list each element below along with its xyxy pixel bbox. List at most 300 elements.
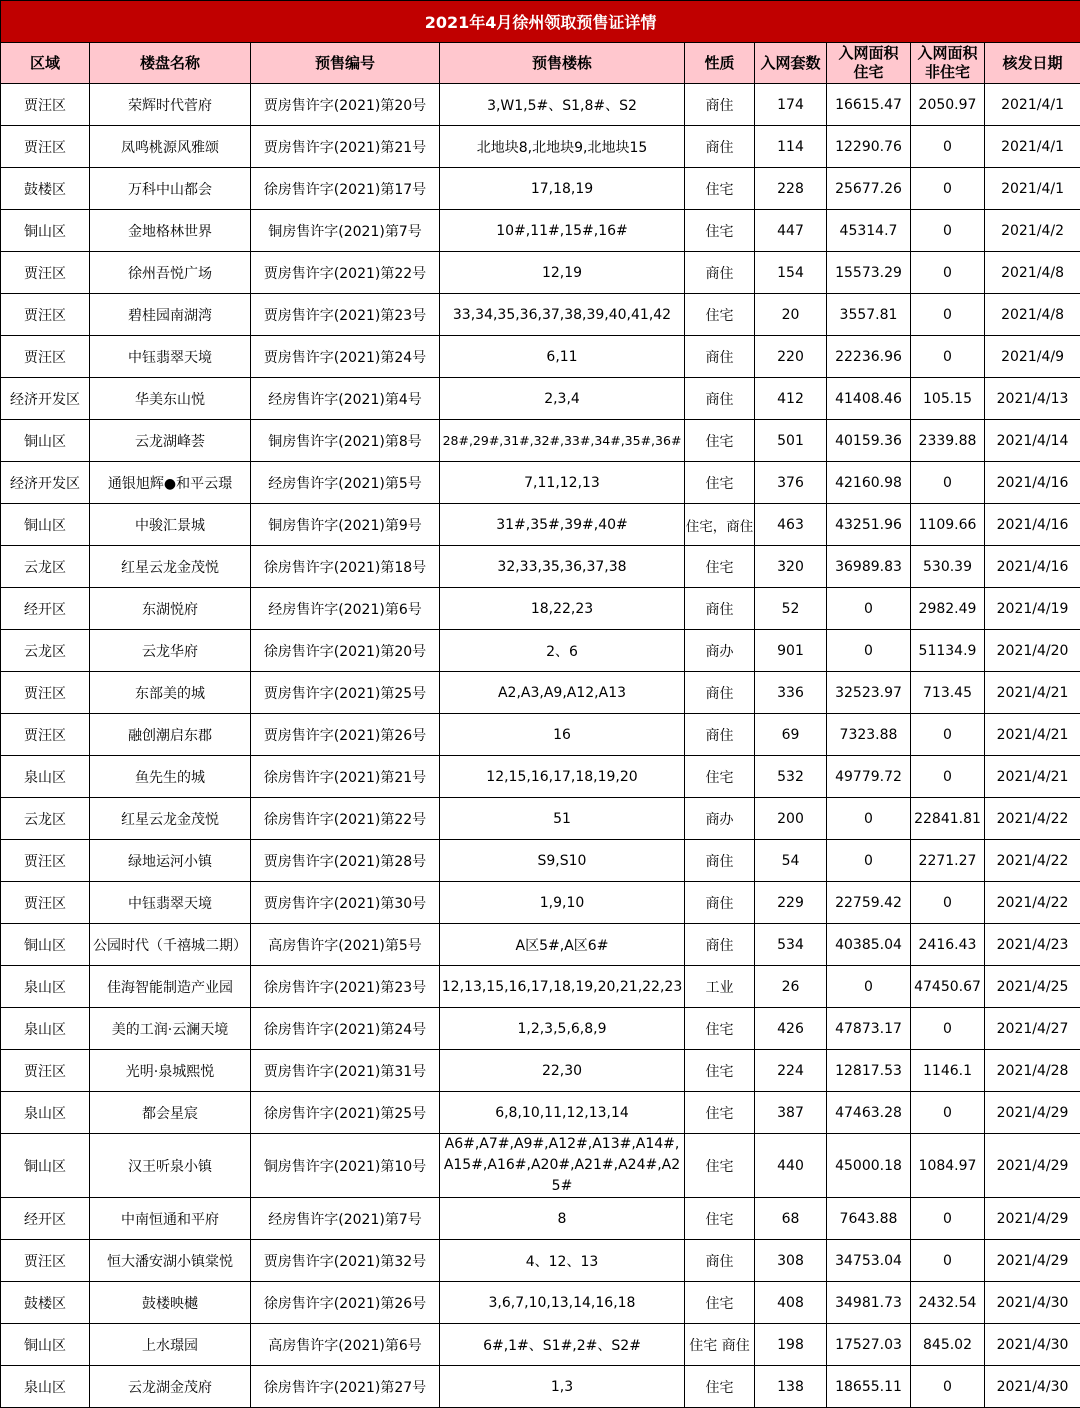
table-row bbox=[1, 168, 1080, 210]
issue-date-cell: 2021/4/22 bbox=[985, 882, 1080, 924]
project-name-cell: 碧桂园南湖湾 bbox=[90, 294, 251, 336]
table-row bbox=[1, 294, 1080, 336]
buildings-cell: A区5#,A区6# bbox=[440, 924, 685, 966]
buildings-cell: 4、12、13 bbox=[440, 1240, 685, 1282]
property-type-cell: 住宅 bbox=[685, 1134, 755, 1198]
header-project: 楼盘名称 bbox=[90, 43, 251, 84]
header-nonres-area-line2: 非住宅 bbox=[925, 63, 970, 81]
buildings-cell: 12,19 bbox=[440, 252, 685, 294]
units-cell: 387 bbox=[755, 1092, 827, 1134]
units-cell: 408 bbox=[755, 1282, 827, 1324]
property-type-cell: 住宅 bbox=[685, 1008, 755, 1050]
residential-area-cell: 25677.26 bbox=[827, 168, 911, 210]
residential-area-cell: 3557.81 bbox=[827, 294, 911, 336]
property-type-cell: 商住 bbox=[685, 588, 755, 630]
nonresidential-area-cell: 51134.9 bbox=[911, 630, 985, 672]
district-cell: 铜山区 bbox=[1, 1324, 90, 1366]
units-cell: 174 bbox=[755, 84, 827, 126]
permit-number-cell: 贾房售许字(2021)第30号 bbox=[251, 882, 440, 924]
table-row bbox=[1, 882, 1080, 924]
district-cell: 贾汪区 bbox=[1, 126, 90, 168]
residential-area-cell: 0 bbox=[827, 588, 911, 630]
project-name-cell: 上水璟园 bbox=[90, 1324, 251, 1366]
units-cell: 534 bbox=[755, 924, 827, 966]
property-type-cell: 住宅 bbox=[685, 420, 755, 462]
project-name-cell: 通银旭辉●和平云璟 bbox=[90, 462, 251, 504]
issue-date-cell: 2021/4/29 bbox=[985, 1198, 1080, 1240]
units-cell: 532 bbox=[755, 756, 827, 798]
property-type-cell: 住宅 bbox=[685, 1198, 755, 1240]
units-cell: 376 bbox=[755, 462, 827, 504]
project-name-cell: 公园时代（千禧城二期） bbox=[90, 924, 251, 966]
property-type-cell: 住宅 bbox=[685, 168, 755, 210]
issue-date-cell: 2021/4/8 bbox=[985, 294, 1080, 336]
property-type-cell: 住宅 bbox=[685, 210, 755, 252]
property-type-cell: 商住 bbox=[685, 882, 755, 924]
project-name-cell: 云龙湖峰荟 bbox=[90, 420, 251, 462]
nonresidential-area-cell: 0 bbox=[911, 462, 985, 504]
header-type: 性质 bbox=[685, 43, 755, 84]
permit-number-cell: 徐房售许字(2021)第23号 bbox=[251, 966, 440, 1008]
units-cell: 26 bbox=[755, 966, 827, 1008]
district-cell: 贾汪区 bbox=[1, 336, 90, 378]
district-cell: 鼓楼区 bbox=[1, 1282, 90, 1324]
issue-date-cell: 2021/4/16 bbox=[985, 546, 1080, 588]
units-cell: 114 bbox=[755, 126, 827, 168]
buildings-cell: S9,S10 bbox=[440, 840, 685, 882]
buildings-cell: 3,W1,5#、S1,8#、S2 bbox=[440, 84, 685, 126]
residential-area-cell: 17527.03 bbox=[827, 1324, 911, 1366]
issue-date-cell: 2021/4/21 bbox=[985, 714, 1080, 756]
issue-date-cell: 2021/4/2 bbox=[985, 210, 1080, 252]
permit-number-cell: 徐房售许字(2021)第18号 bbox=[251, 546, 440, 588]
buildings-cell: 32,33,35,36,37,38 bbox=[440, 546, 685, 588]
table-row bbox=[1, 588, 1080, 630]
property-type-cell: 商办 bbox=[685, 798, 755, 840]
nonresidential-area-cell: 2432.54 bbox=[911, 1282, 985, 1324]
project-name-cell: 徐州吾悦广场 bbox=[90, 252, 251, 294]
units-cell: 200 bbox=[755, 798, 827, 840]
table-row bbox=[1, 1198, 1080, 1240]
property-type-cell: 商住 bbox=[685, 252, 755, 294]
issue-date-cell: 2021/4/22 bbox=[985, 840, 1080, 882]
buildings-cell: 12,15,16,17,18,19,20 bbox=[440, 756, 685, 798]
permit-number-cell: 徐房售许字(2021)第21号 bbox=[251, 756, 440, 798]
district-cell: 云龙区 bbox=[1, 546, 90, 588]
district-cell: 经开区 bbox=[1, 588, 90, 630]
property-type-cell: 商住 bbox=[685, 84, 755, 126]
table-row bbox=[1, 1050, 1080, 1092]
table-row bbox=[1, 1134, 1080, 1198]
issue-date-cell: 2021/4/1 bbox=[985, 168, 1080, 210]
units-cell: 52 bbox=[755, 588, 827, 630]
units-cell: 501 bbox=[755, 420, 827, 462]
nonresidential-area-cell: 1109.66 bbox=[911, 504, 985, 546]
permit-number-cell: 铜房售许字(2021)第10号 bbox=[251, 1134, 440, 1198]
table-row bbox=[1, 798, 1080, 840]
permit-number-cell: 徐房售许字(2021)第26号 bbox=[251, 1282, 440, 1324]
header-nonres-area bbox=[911, 43, 985, 84]
table-row bbox=[1, 1282, 1080, 1324]
units-cell: 224 bbox=[755, 1050, 827, 1092]
residential-area-cell: 7323.88 bbox=[827, 714, 911, 756]
buildings-cell: 17,18,19 bbox=[440, 168, 685, 210]
table-row bbox=[1, 378, 1080, 420]
residential-area-cell: 7643.88 bbox=[827, 1198, 911, 1240]
residential-area-cell: 12817.53 bbox=[827, 1050, 911, 1092]
header-nonres-area-line1: 入网面积 bbox=[917, 44, 977, 62]
project-name-cell: 荣辉时代菅府 bbox=[90, 84, 251, 126]
property-type-cell: 商住 bbox=[685, 672, 755, 714]
district-cell: 贾汪区 bbox=[1, 714, 90, 756]
district-cell: 泉山区 bbox=[1, 1366, 90, 1408]
nonresidential-area-cell: 2416.43 bbox=[911, 924, 985, 966]
project-name-cell: 中南恒通和平府 bbox=[90, 1198, 251, 1240]
project-name-cell: 华美东山悦 bbox=[90, 378, 251, 420]
header-res-area-line2: 住宅 bbox=[853, 63, 883, 81]
nonresidential-area-cell: 0 bbox=[911, 126, 985, 168]
nonresidential-area-cell: 47450.67 bbox=[911, 966, 985, 1008]
residential-area-cell: 34981.73 bbox=[827, 1282, 911, 1324]
residential-area-cell: 0 bbox=[827, 840, 911, 882]
project-name-cell: 金地格林世界 bbox=[90, 210, 251, 252]
issue-date-cell: 2021/4/8 bbox=[985, 252, 1080, 294]
table-row bbox=[1, 462, 1080, 504]
residential-area-cell: 34753.04 bbox=[827, 1240, 911, 1282]
table-body bbox=[1, 84, 1080, 1408]
residential-area-cell: 47873.17 bbox=[827, 1008, 911, 1050]
nonresidential-area-cell: 2050.97 bbox=[911, 84, 985, 126]
table-title: 2021年4月徐州领取预售证详情 bbox=[1, 1, 1080, 43]
buildings-cell: 16 bbox=[440, 714, 685, 756]
permit-number-cell: 经房售许字(2021)第7号 bbox=[251, 1198, 440, 1240]
district-cell: 贾汪区 bbox=[1, 882, 90, 924]
buildings-cell: A6#,A7#,A9#,A12#,A13#,A14#,A15#,A16#,A20#,A21#,A24#,A25# bbox=[440, 1134, 685, 1198]
property-type-cell: 商住 bbox=[685, 336, 755, 378]
project-name-cell: 恒大潘安湖小镇棠悦 bbox=[90, 1240, 251, 1282]
residential-area-cell: 12290.76 bbox=[827, 126, 911, 168]
district-cell: 泉山区 bbox=[1, 756, 90, 798]
nonresidential-area-cell: 0 bbox=[911, 294, 985, 336]
units-cell: 220 bbox=[755, 336, 827, 378]
table-row bbox=[1, 1008, 1080, 1050]
nonresidential-area-cell: 0 bbox=[911, 1366, 985, 1408]
buildings-cell: 51 bbox=[440, 798, 685, 840]
units-cell: 320 bbox=[755, 546, 827, 588]
district-cell: 贾汪区 bbox=[1, 1240, 90, 1282]
units-cell: 20 bbox=[755, 294, 827, 336]
district-cell: 经济开发区 bbox=[1, 462, 90, 504]
issue-date-cell: 2021/4/16 bbox=[985, 504, 1080, 546]
project-name-cell: 万科中山都会 bbox=[90, 168, 251, 210]
issue-date-cell: 2021/4/20 bbox=[985, 630, 1080, 672]
table-row bbox=[1, 336, 1080, 378]
issue-date-cell: 2021/4/30 bbox=[985, 1282, 1080, 1324]
units-cell: 228 bbox=[755, 168, 827, 210]
nonresidential-area-cell: 22841.81 bbox=[911, 798, 985, 840]
permit-number-cell: 高房售许字(2021)第5号 bbox=[251, 924, 440, 966]
district-cell: 贾汪区 bbox=[1, 840, 90, 882]
project-name-cell: 云龙湖金茂府 bbox=[90, 1366, 251, 1408]
property-type-cell: 住宅 bbox=[685, 1050, 755, 1092]
district-cell: 铜山区 bbox=[1, 420, 90, 462]
project-name-cell: 绿地运河小镇 bbox=[90, 840, 251, 882]
header-buildings: 预售楼栋 bbox=[440, 43, 685, 84]
permit-number-cell: 贾房售许字(2021)第23号 bbox=[251, 294, 440, 336]
units-cell: 308 bbox=[755, 1240, 827, 1282]
table-row bbox=[1, 84, 1080, 126]
issue-date-cell: 2021/4/28 bbox=[985, 1050, 1080, 1092]
property-type-cell: 商住 bbox=[685, 714, 755, 756]
header-permit: 预售编号 bbox=[251, 43, 440, 84]
nonresidential-area-cell: 0 bbox=[911, 1240, 985, 1282]
nonresidential-area-cell: 2271.27 bbox=[911, 840, 985, 882]
district-cell: 泉山区 bbox=[1, 1008, 90, 1050]
district-cell: 贾汪区 bbox=[1, 252, 90, 294]
nonresidential-area-cell: 0 bbox=[911, 168, 985, 210]
buildings-cell: 7,11,12,13 bbox=[440, 462, 685, 504]
header-date: 核发日期 bbox=[985, 43, 1080, 84]
table-row bbox=[1, 420, 1080, 462]
project-name-cell: 中骏汇景城 bbox=[90, 504, 251, 546]
property-type-cell: 商住 bbox=[685, 126, 755, 168]
table-row bbox=[1, 1240, 1080, 1282]
district-cell: 鼓楼区 bbox=[1, 168, 90, 210]
project-name-cell: 光明·泉城熙悦 bbox=[90, 1050, 251, 1092]
buildings-cell: 6,11 bbox=[440, 336, 685, 378]
residential-area-cell: 43251.96 bbox=[827, 504, 911, 546]
residential-area-cell: 15573.29 bbox=[827, 252, 911, 294]
property-type-cell: 住宅 bbox=[685, 1092, 755, 1134]
table-row bbox=[1, 630, 1080, 672]
issue-date-cell: 2021/4/9 bbox=[985, 336, 1080, 378]
buildings-cell: 33,34,35,36,37,38,39,40,41,42 bbox=[440, 294, 685, 336]
permit-number-cell: 贾房售许字(2021)第21号 bbox=[251, 126, 440, 168]
buildings-cell: 1,9,10 bbox=[440, 882, 685, 924]
buildings-cell: 3,6,7,10,13,14,16,18 bbox=[440, 1282, 685, 1324]
units-cell: 901 bbox=[755, 630, 827, 672]
units-cell: 229 bbox=[755, 882, 827, 924]
project-name-cell: 中钰翡翠天境 bbox=[90, 882, 251, 924]
residential-area-cell: 40385.04 bbox=[827, 924, 911, 966]
property-type-cell: 商住 bbox=[685, 1240, 755, 1282]
nonresidential-area-cell: 845.02 bbox=[911, 1324, 985, 1366]
property-type-cell: 商办 bbox=[685, 630, 755, 672]
issue-date-cell: 2021/4/25 bbox=[985, 966, 1080, 1008]
permit-number-cell: 铜房售许字(2021)第9号 bbox=[251, 504, 440, 546]
district-cell: 铜山区 bbox=[1, 1134, 90, 1198]
district-cell: 贾汪区 bbox=[1, 84, 90, 126]
permit-number-cell: 徐房售许字(2021)第17号 bbox=[251, 168, 440, 210]
residential-area-cell: 49779.72 bbox=[827, 756, 911, 798]
permit-number-cell: 贾房售许字(2021)第22号 bbox=[251, 252, 440, 294]
issue-date-cell: 2021/4/29 bbox=[985, 1092, 1080, 1134]
buildings-cell: 31#,35#,39#,40# bbox=[440, 504, 685, 546]
district-cell: 经开区 bbox=[1, 1198, 90, 1240]
project-name-cell: 云龙华府 bbox=[90, 630, 251, 672]
table-row bbox=[1, 714, 1080, 756]
property-type-cell: 住宅，商住 bbox=[685, 504, 755, 546]
permit-number-cell: 贾房售许字(2021)第26号 bbox=[251, 714, 440, 756]
residential-area-cell: 0 bbox=[827, 966, 911, 1008]
nonresidential-area-cell: 0 bbox=[911, 882, 985, 924]
property-type-cell: 工业 bbox=[685, 966, 755, 1008]
district-cell: 云龙区 bbox=[1, 630, 90, 672]
buildings-cell: 8 bbox=[440, 1198, 685, 1240]
residential-area-cell: 22759.42 bbox=[827, 882, 911, 924]
issue-date-cell: 2021/4/30 bbox=[985, 1324, 1080, 1366]
buildings-cell: 10#,11#,15#,16# bbox=[440, 210, 685, 252]
table-row bbox=[1, 210, 1080, 252]
project-name-cell: 中钰翡翠天境 bbox=[90, 336, 251, 378]
nonresidential-area-cell: 0 bbox=[911, 714, 985, 756]
property-type-cell: 商住 bbox=[685, 378, 755, 420]
units-cell: 412 bbox=[755, 378, 827, 420]
district-cell: 云龙区 bbox=[1, 798, 90, 840]
table-row bbox=[1, 504, 1080, 546]
property-type-cell: 住宅 商住 bbox=[685, 1324, 755, 1366]
table-row bbox=[1, 1366, 1080, 1408]
buildings-cell: 1,3 bbox=[440, 1366, 685, 1408]
nonresidential-area-cell: 2339.88 bbox=[911, 420, 985, 462]
permit-number-cell: 贾房售许字(2021)第28号 bbox=[251, 840, 440, 882]
buildings-cell: 6#,1#、S1#,2#、S2# bbox=[440, 1324, 685, 1366]
project-name-cell: 佳海智能制造产业园 bbox=[90, 966, 251, 1008]
buildings-cell: 2,3,4 bbox=[440, 378, 685, 420]
nonresidential-area-cell: 0 bbox=[911, 336, 985, 378]
nonresidential-area-cell: 105.15 bbox=[911, 378, 985, 420]
district-cell: 泉山区 bbox=[1, 966, 90, 1008]
buildings-cell: 2、6 bbox=[440, 630, 685, 672]
issue-date-cell: 2021/4/22 bbox=[985, 798, 1080, 840]
permit-number-cell: 徐房售许字(2021)第25号 bbox=[251, 1092, 440, 1134]
units-cell: 198 bbox=[755, 1324, 827, 1366]
residential-area-cell: 32523.97 bbox=[827, 672, 911, 714]
property-type-cell: 商住 bbox=[685, 924, 755, 966]
property-type-cell: 住宅 bbox=[685, 1282, 755, 1324]
issue-date-cell: 2021/4/29 bbox=[985, 1134, 1080, 1198]
table-row bbox=[1, 840, 1080, 882]
buildings-cell: 22,30 bbox=[440, 1050, 685, 1092]
residential-area-cell: 45000.18 bbox=[827, 1134, 911, 1198]
permit-number-cell: 徐房售许字(2021)第24号 bbox=[251, 1008, 440, 1050]
units-cell: 54 bbox=[755, 840, 827, 882]
project-name-cell: 红星云龙金茂悦 bbox=[90, 798, 251, 840]
issue-date-cell: 2021/4/16 bbox=[985, 462, 1080, 504]
project-name-cell: 美的工润·云澜天境 bbox=[90, 1008, 251, 1050]
buildings-cell: 12,13,15,16,17,18,19,20,21,22,23 bbox=[440, 966, 685, 1008]
buildings-cell: 北地块8,北地块9,北地块15 bbox=[440, 126, 685, 168]
permit-number-cell: 贾房售许字(2021)第32号 bbox=[251, 1240, 440, 1282]
buildings-cell: 18,22,23 bbox=[440, 588, 685, 630]
table-row bbox=[1, 672, 1080, 714]
buildings-cell: A2,A3,A9,A12,A13 bbox=[440, 672, 685, 714]
project-name-cell: 汉王听泉小镇 bbox=[90, 1134, 251, 1198]
table-row bbox=[1, 966, 1080, 1008]
permit-number-cell: 经房售许字(2021)第5号 bbox=[251, 462, 440, 504]
table-row bbox=[1, 924, 1080, 966]
nonresidential-area-cell: 0 bbox=[911, 1092, 985, 1134]
residential-area-cell: 42160.98 bbox=[827, 462, 911, 504]
nonresidential-area-cell: 0 bbox=[911, 756, 985, 798]
residential-area-cell: 41408.46 bbox=[827, 378, 911, 420]
permit-number-cell: 徐房售许字(2021)第20号 bbox=[251, 630, 440, 672]
property-type-cell: 住宅 bbox=[685, 462, 755, 504]
residential-area-cell: 0 bbox=[827, 630, 911, 672]
residential-area-cell: 16615.47 bbox=[827, 84, 911, 126]
project-name-cell: 鱼先生的城 bbox=[90, 756, 251, 798]
project-name-cell: 红星云龙金茂悦 bbox=[90, 546, 251, 588]
nonresidential-area-cell: 713.45 bbox=[911, 672, 985, 714]
table-row bbox=[1, 756, 1080, 798]
units-cell: 336 bbox=[755, 672, 827, 714]
issue-date-cell: 2021/4/21 bbox=[985, 672, 1080, 714]
district-cell: 贾汪区 bbox=[1, 672, 90, 714]
residential-area-cell: 0 bbox=[827, 798, 911, 840]
project-name-cell: 东湖悦府 bbox=[90, 588, 251, 630]
nonresidential-area-cell: 0 bbox=[911, 1198, 985, 1240]
district-cell: 经济开发区 bbox=[1, 378, 90, 420]
issue-date-cell: 2021/4/27 bbox=[985, 1008, 1080, 1050]
nonresidential-area-cell: 2982.49 bbox=[911, 588, 985, 630]
buildings-cell: 6,8,10,11,12,13,14 bbox=[440, 1092, 685, 1134]
district-cell: 铜山区 bbox=[1, 210, 90, 252]
units-cell: 440 bbox=[755, 1134, 827, 1198]
table-row bbox=[1, 546, 1080, 588]
permit-number-cell: 高房售许字(2021)第6号 bbox=[251, 1324, 440, 1366]
residential-area-cell: 22236.96 bbox=[827, 336, 911, 378]
units-cell: 463 bbox=[755, 504, 827, 546]
issue-date-cell: 2021/4/19 bbox=[985, 588, 1080, 630]
residential-area-cell: 47463.28 bbox=[827, 1092, 911, 1134]
header-res-area-line1: 入网面积 bbox=[838, 44, 898, 62]
header-res-area bbox=[827, 43, 911, 84]
issue-date-cell: 2021/4/29 bbox=[985, 1240, 1080, 1282]
units-cell: 138 bbox=[755, 1366, 827, 1408]
issue-date-cell: 2021/4/23 bbox=[985, 924, 1080, 966]
property-type-cell: 住宅 bbox=[685, 1366, 755, 1408]
permit-number-cell: 贾房售许字(2021)第31号 bbox=[251, 1050, 440, 1092]
permit-number-cell: 贾房售许字(2021)第25号 bbox=[251, 672, 440, 714]
residential-area-cell: 36989.83 bbox=[827, 546, 911, 588]
permit-number-cell: 徐房售许字(2021)第22号 bbox=[251, 798, 440, 840]
residential-area-cell: 18655.11 bbox=[827, 1366, 911, 1408]
district-cell: 贾汪区 bbox=[1, 294, 90, 336]
units-cell: 154 bbox=[755, 252, 827, 294]
permit-number-cell: 经房售许字(2021)第4号 bbox=[251, 378, 440, 420]
nonresidential-area-cell: 1146.1 bbox=[911, 1050, 985, 1092]
district-cell: 铜山区 bbox=[1, 924, 90, 966]
table-row bbox=[1, 1324, 1080, 1366]
district-cell: 贾汪区 bbox=[1, 1050, 90, 1092]
table-row bbox=[1, 252, 1080, 294]
issue-date-cell: 2021/4/1 bbox=[985, 126, 1080, 168]
units-cell: 426 bbox=[755, 1008, 827, 1050]
property-type-cell: 住宅 bbox=[685, 294, 755, 336]
property-type-cell: 住宅 bbox=[685, 756, 755, 798]
permit-number-cell: 铜房售许字(2021)第8号 bbox=[251, 420, 440, 462]
header-units: 入网套数 bbox=[755, 43, 827, 84]
buildings-cell: 1,2,3,5,6,8,9 bbox=[440, 1008, 685, 1050]
permit-number-cell: 贾房售许字(2021)第20号 bbox=[251, 84, 440, 126]
residential-area-cell: 40159.36 bbox=[827, 420, 911, 462]
project-name-cell: 鼓楼映樾 bbox=[90, 1282, 251, 1324]
units-cell: 69 bbox=[755, 714, 827, 756]
property-type-cell: 商住 bbox=[685, 840, 755, 882]
permit-number-cell: 徐房售许字(2021)第27号 bbox=[251, 1366, 440, 1408]
units-cell: 68 bbox=[755, 1198, 827, 1240]
nonresidential-area-cell: 1084.97 bbox=[911, 1134, 985, 1198]
